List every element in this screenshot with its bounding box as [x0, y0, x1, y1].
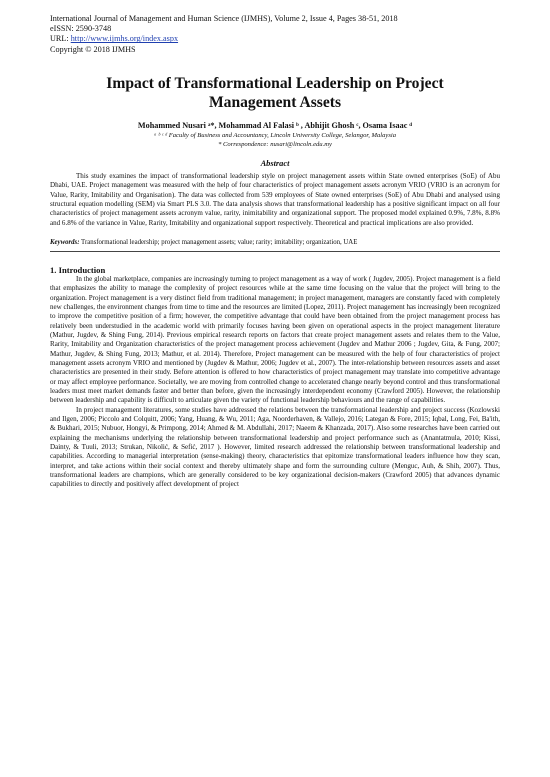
- keywords: [50, 238, 500, 247]
- affiliation: ᵃ ᵇ ᶜ ᵈ Faculty of Business and Accountancy, Lincoln University College, Selangor, Malaysia: [153, 131, 397, 139]
- intro-paragraph: In the global marketplace, companies are increasingly turning to project management as a way of work ( Jugdev, 2005). Project management is a field that emphasizes the ability to manage the complexity of project resources while at the same time focusing on the value that the project will bring to the organization. Project management is a very distinct field from traditional management; in project management, managers are constantly faced with completely new challenges, the environment changes from time to time and the resources are limited (Lopez, 2011). Project management has increasingly been recognized to improve the competitive position of a firm; however, the competitive advantage that could have been obtained from the project management process has relatively been understudied in the academic world with primarily focuses having been given on operational aspects in the project management literature (Mathur, Jugdev, & Shing Fung, 2014). Previous empirical research reports on factors that create project management assets and relates them to the Value, Rarity, Imitability and Organization characteristics of the project management process achievement (Jugdev and Mathur 2006 ; Jugdev, Gita, & Fung, 2007; Mathur, Jugdev, & Shing Fung, 2013; Mathur, et al. 2014). Therefore, Project management can be measured with the help of four characteristics of project management assets acronym VRIO and mentioned by (Jugdev & Mathur, 2006; Jugdev et al., 2007). The inter-relationship between resources assets and asset characteristics are presented in their study. Before attention is offered to how characteristics of project management may translate into competitive advantage or may affect employee performance. Societally, we are moving from controlled change to accelerated change nearly beyond control and thus transformational leaders must meet market demands faster and better than before, given the increasingly interdependent economy (Crawford 2005). However, the relationship between leadership and capability is difficult to articulate given the variety of functional leadership behaviours and the range of capabilities.: [50, 274, 500, 405]
- url-line: [50, 34, 500, 44]
- keywords-text: Transformational leadership; project management assets; value; rarity; imitability; organization, UAE: [79, 238, 358, 246]
- copyright: Copyright © 2018 IJMHS: [50, 44, 136, 54]
- paper-title: Impact of Transformational Leadership on Project Management Assets: [106, 74, 444, 111]
- abstract-heading: Abstract: [260, 158, 290, 168]
- author-list: Mohammed Nusari ᵃ*, Mohammad Al Falasi ᵇ , Abhijit Ghosh ᶜ, Osama Isaac ᵈ: [137, 120, 413, 130]
- intro-paragraph: In project management literatures, some studies have addressed the relations between the transformational leadership and project success (Kozlowski and Ilgen, 2006; Piccolo and Colquitt, 2006; Yang, Huang, & Wu, 2011; Aga, Noorderhaven, & Vallejo, 2016; Lategan & Fore, 2015; Iqbal, Long, Fei, Ba'ith, & Bukhari, 2015; Nubuor, Hongyi, & Primpong, 2014; Ahmed & M. Abdullahi, 2017; Naeem & Khanzada, 2017). Also some researches have been carried out explaining the mechanisms underlying the relationship between transformational leadership and project performance such as (Anantatmula, 2010; Kissi, Dainty, & Tuuli, 2013; Strukan, Nikolić, & Sefić, 2017 ). However, limited research addressed the relationship between transformational leadership and capabilities. According to managerial interpretation (sense-making) theory, characteristics that epitomize transformational leaders influence how they scan, interpret, and take actions within their social context and thereby ultimately shape and form the surrounding culture (Menguc, Auh, & Shih, 2007). Thus, transformational leaders are champions, which are generally considered to be key organizational decision-makers (Crawford 2005) that advances dynamic capabilities to directly and positively affect development of project: [50, 405, 500, 489]
- keywords-label: Keywords:: [50, 238, 80, 246]
- eissn: eISSN: 2590-3748: [50, 24, 112, 34]
- journal-url-link[interactable]: http://www.ijmhs.org/index.aspx: [70, 34, 179, 44]
- section-heading-introduction: 1. Introduction: [50, 264, 106, 275]
- journal-citation: International Journal of Management and Human Science (IJMHS), Volume 2, Issue 4, Pages 38-51, 2018: [50, 14, 398, 23]
- abstract-text: This study examines the impact of transformational leadership style on project management assets within State owned enterprises (SoE) of Abu Dhabi, UAE. Project management was measured with the help of four characteristics of project management assets acronym VRIO (VRIO is an acronym for Value, Rarity, Imitability and Organisation). The data was collected from 539 employees of State owned enterprises (SoE) of Abu Dhabi and analysed using structural equation modelling (SEM) via Smart PLS 3.0. The data analysis shows that transformational leadership has a positive significant impact on all four characteristics of project management assets acronym value, rarity, inimitability and organizational support. The proposed model explained 0.9%, 7.8%, 8.8% and 6.8% of the variance in Value, Rarity, Imitability and organizational support respectively. Theoretical and practical implications are also provided.: [50, 171, 500, 227]
- correspondence: * Correspondence: nusari@lincoln.edu.my: [218, 140, 332, 148]
- url-label: URL:: [50, 34, 71, 44]
- section-divider: [50, 251, 500, 252]
- journal-header: [50, 14, 500, 55]
